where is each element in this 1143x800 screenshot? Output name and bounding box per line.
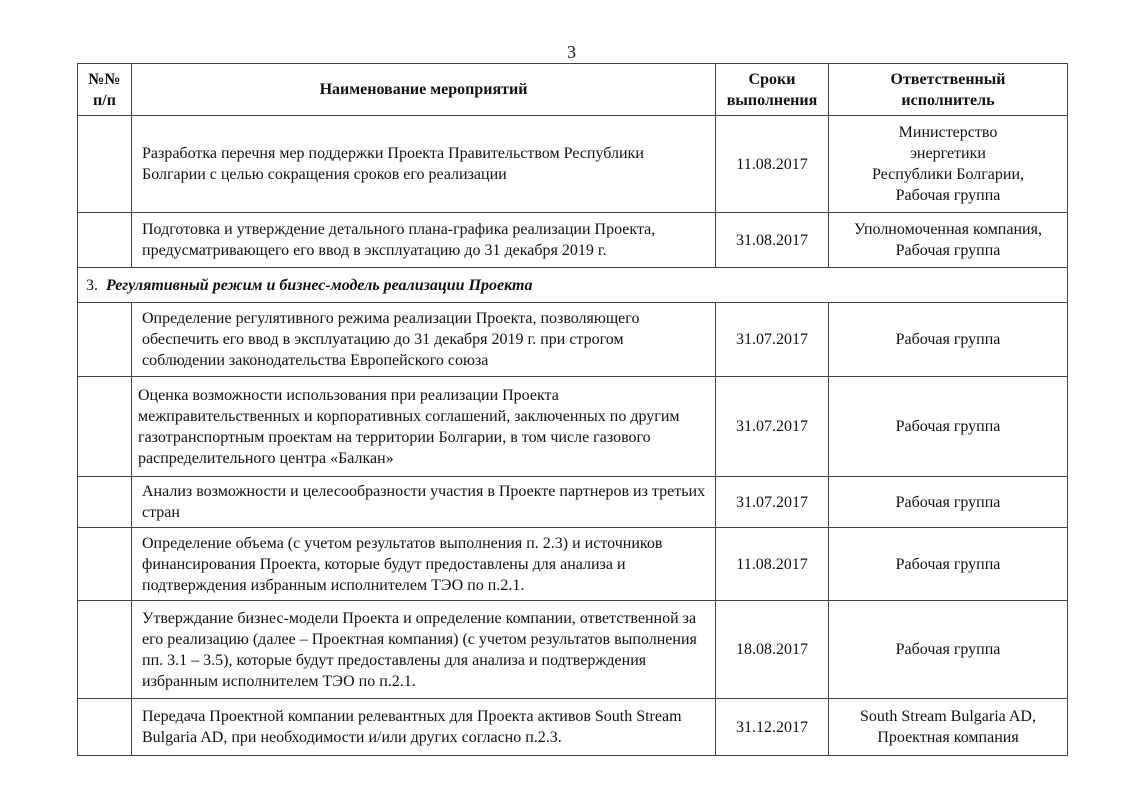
row-deadline: 31.07.2017 <box>716 477 829 528</box>
table-row <box>78 377 1068 477</box>
header-responsible <box>829 64 1068 116</box>
row-name: Подготовка и утверждение детального плана-графика реализации Проекта, предусматривающего его ввод в эксплуатацию до 31 декабря 2019 г. <box>132 213 716 268</box>
header-name-label: Наименование мероприятий <box>319 81 528 98</box>
table-row <box>78 213 1068 268</box>
row-name: Определение регулятивного режима реализации Проекта, позволяющего обеспечить его ввод в эксплуатацию до 31 декабря 2019 г. при строгом соблюдении законодательства Европейского союза <box>132 303 716 377</box>
table-row <box>78 601 1068 699</box>
section-title: Регулятивный режим и бизнес-модель реализации Проекта <box>106 276 533 294</box>
row-responsible: Рабочая группа <box>829 477 1068 528</box>
row-name: Утверждание бизнес-модели Проекта и определение компании, ответственной за его реализацию (далее – Проектная компания) (с учетом результатов выполнения пп. 3.1 – 3.5), которые будут предоставлены для анализа и подтверждения избранным исполнителем ТЭО по п.2.1. <box>132 601 716 699</box>
row-number <box>78 601 132 699</box>
row-number <box>78 303 132 377</box>
row-number <box>78 477 132 528</box>
header-number <box>78 64 132 116</box>
row-deadline: 31.08.2017 <box>716 213 829 268</box>
table-row <box>78 528 1068 601</box>
row-number <box>78 377 132 477</box>
section-row <box>78 268 1068 303</box>
row-deadline: 11.08.2017 <box>716 116 829 213</box>
row-responsible: Рабочая группа <box>829 377 1068 477</box>
row-deadline: 31.12.2017 <box>716 699 829 756</box>
row-number <box>78 528 132 601</box>
row-deadline: 31.07.2017 <box>716 377 829 477</box>
row-number <box>78 213 132 268</box>
row-name: Оценка возможности использования при реализации Проекта межправительственных и корпоративных соглашений, заключенных по другим газотранспортным проектам на территории Болгарии, в том числе газового распределительного центра «Балкан» <box>132 377 716 477</box>
header-responsible-label: Ответственный исполнитель <box>890 70 1006 109</box>
row-responsible: South Stream Bulgaria AD, Проектная компания <box>829 699 1068 756</box>
header-deadline <box>716 64 829 116</box>
row-name: Разработка перечня мер поддержки Проекта Правительством Республики Болгарии с целью сокращения сроков его реализации <box>132 116 716 213</box>
section-heading <box>78 268 1068 303</box>
header-name <box>132 64 716 116</box>
row-name: Определение объема (с учетом результатов выполнения п. 2.3) и источников финансирования Проекта, которые будут предоставлены для анализа и подтверждения избранным исполнителем ТЭО по п.2.1. <box>132 528 716 601</box>
page-number: 3 <box>567 42 576 62</box>
header-number-label: №№ п/п <box>88 70 121 109</box>
row-responsible: Уполномоченная компания, Рабочая группа <box>829 213 1068 268</box>
header-deadline-label: Сроки выполнения <box>726 70 818 109</box>
table-header-row <box>78 64 1068 116</box>
row-responsible: Рабочая группа <box>829 528 1068 601</box>
row-number <box>78 116 132 213</box>
row-responsible: Рабочая группа <box>829 303 1068 377</box>
row-deadline: 18.08.2017 <box>716 601 829 699</box>
row-number <box>78 699 132 756</box>
row-responsible: Министерство энергетики Республики Болгарии, Рабочая группа <box>829 116 1068 213</box>
row-responsible: Рабочая группа <box>829 601 1068 699</box>
row-deadline: 31.07.2017 <box>716 303 829 377</box>
row-name: Анализ возможности и целесообразности участия в Проекте партнеров из третьих стран <box>132 477 716 528</box>
section-index: 3. <box>86 276 98 294</box>
row-name: Передача Проектной компании релевантных для Проекта активов South Stream Bulgaria AD, при необходимости и/или других согласно п.2.3. <box>132 699 716 756</box>
table-row <box>78 477 1068 528</box>
table-row <box>78 116 1068 213</box>
row-deadline: 11.08.2017 <box>716 528 829 601</box>
action-plan-table <box>77 63 1068 756</box>
table-row <box>78 303 1068 377</box>
table-row <box>78 699 1068 756</box>
